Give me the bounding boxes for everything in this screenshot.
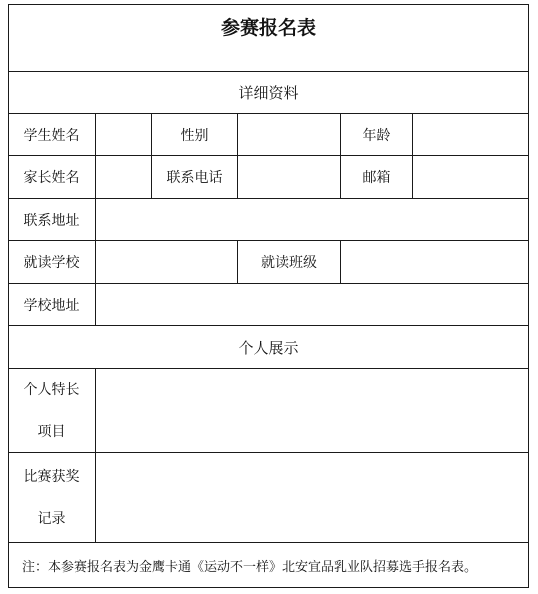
class-field[interactable]	[341, 241, 528, 283]
student-name-field[interactable]	[96, 114, 151, 155]
contact-phone-label: 联系电话	[166, 170, 223, 186]
school-field[interactable]	[96, 241, 237, 283]
award-label-line2: 记录	[37, 510, 66, 527]
age-label: 年龄	[362, 127, 391, 144]
talent-label-line2: 项目	[37, 423, 66, 440]
contact-phone-field[interactable]	[238, 156, 340, 198]
email-field[interactable]	[413, 156, 528, 198]
age-field[interactable]	[413, 114, 528, 155]
talent-field[interactable]	[96, 369, 528, 452]
talent-label	[8, 369, 95, 452]
form-title: 参赛报名表	[220, 16, 316, 39]
school-address-field[interactable]	[96, 284, 528, 325]
parent-name-field[interactable]	[96, 156, 151, 198]
talent-label-line1: 个人特长	[23, 381, 80, 398]
table-border-bottom	[8, 587, 529, 588]
contact-address-field[interactable]	[96, 199, 528, 240]
school-label: 就读学校	[23, 255, 80, 271]
gender-field[interactable]	[238, 114, 340, 155]
gender-label: 性别	[180, 127, 209, 144]
award-label-line1: 比赛获奖	[23, 468, 80, 485]
form-note: 注：本参赛报名表为金鹰卡通《运动不一样》北安宜品乳业队招募选手报名表。	[22, 559, 478, 575]
student-name-label: 学生姓名	[23, 127, 80, 144]
email-label: 邮箱	[362, 170, 391, 186]
school-address-label: 学校地址	[23, 297, 80, 314]
class-label: 就读班级	[261, 255, 317, 271]
contact-address-label: 联系地址	[23, 212, 80, 229]
section-heading-personal: 个人展示	[238, 338, 299, 357]
section-heading-details: 详细资料	[238, 84, 299, 102]
registration-form	[8, 4, 529, 588]
parent-name-label: 家长姓名	[23, 170, 80, 186]
award-label	[8, 453, 95, 542]
award-field[interactable]	[96, 453, 528, 542]
